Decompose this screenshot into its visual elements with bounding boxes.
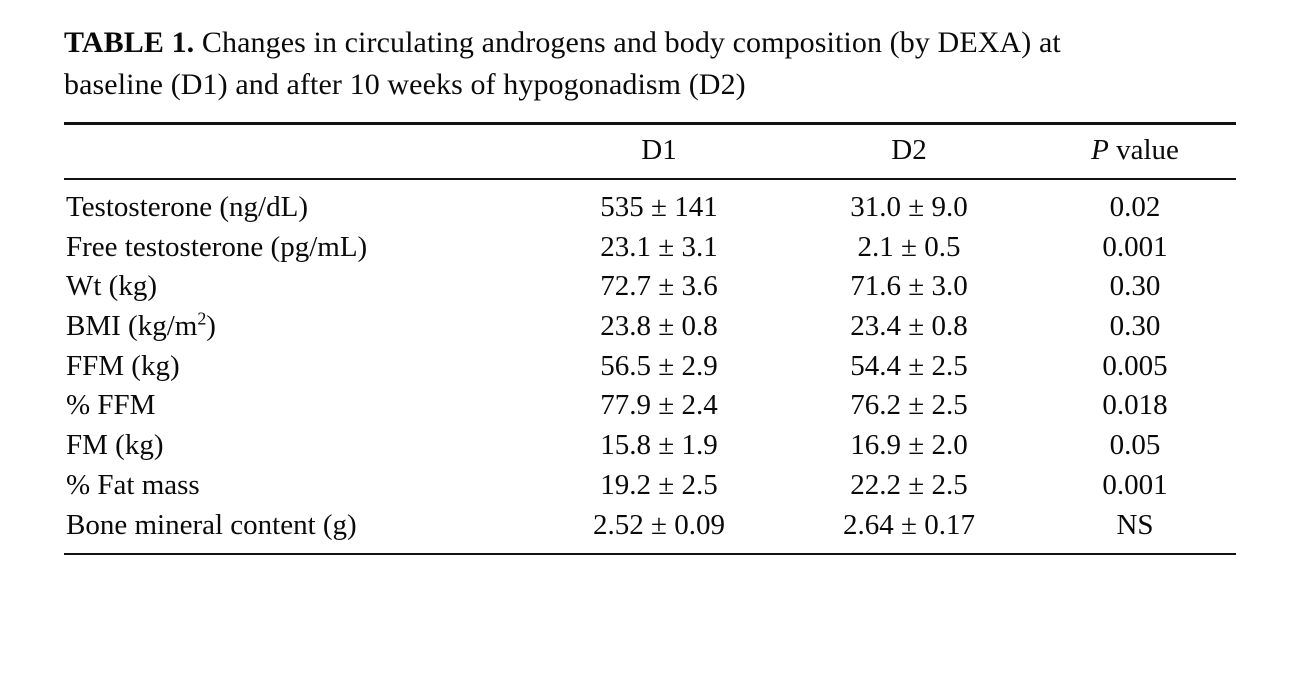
cell-pvalue: NS xyxy=(1116,508,1154,541)
row-label: Free testosterone (pg/mL) xyxy=(66,230,368,263)
table-number: TABLE 1. xyxy=(64,26,195,59)
row-label: Testosterone (ng/dL) xyxy=(66,191,308,223)
column-header-pvalue xyxy=(1034,125,1236,179)
table-row xyxy=(64,228,1236,268)
cell-d2: 2.1 ± 0.5 xyxy=(857,230,961,263)
table-caption-text: Changes in circulating androgens and body composition (by DEXA) at baseline (D1) and after 10 weeks of hypogonadism (D2) xyxy=(64,26,1061,101)
pvalue-label-rest: value xyxy=(1108,134,1179,166)
table-row xyxy=(64,466,1236,506)
cell-d2: 54.4 ± 2.5 xyxy=(850,349,968,382)
table-row xyxy=(64,188,1236,228)
body-rule-spacer xyxy=(64,545,1236,554)
row-label: FM (kg) xyxy=(66,429,164,462)
cell-d2: 22.2 ± 2.5 xyxy=(850,468,968,501)
cell-d2: 23.4 ± 0.8 xyxy=(850,310,968,343)
row-label: % Fat mass xyxy=(66,468,200,501)
cell-d2: 71.6 ± 3.0 xyxy=(850,270,968,303)
row-label: % FFM xyxy=(66,389,156,422)
table-caption xyxy=(64,22,1124,106)
row-label-main: BMI (kg/m xyxy=(66,310,198,343)
results-table xyxy=(64,122,1236,557)
row-label xyxy=(64,307,534,347)
table-header-row xyxy=(64,125,1236,179)
cell-d1: 2.52 ± 0.09 xyxy=(593,508,725,541)
table-head xyxy=(64,124,1236,189)
table-row xyxy=(64,386,1236,426)
cell-d1: 23.8 ± 0.8 xyxy=(600,310,718,343)
cell-pvalue: 0.05 xyxy=(1109,429,1161,462)
cell-d2: 31.0 ± 9.0 xyxy=(850,191,968,223)
rule-bottom xyxy=(64,554,1236,557)
row-label: FFM (kg) xyxy=(66,349,180,382)
cell-d1: 56.5 ± 2.9 xyxy=(600,349,718,382)
cell-d1: 535 ± 141 xyxy=(600,191,718,223)
table-row xyxy=(64,426,1236,466)
cell-d1: 72.7 ± 3.6 xyxy=(600,270,718,303)
row-label-tail: ) xyxy=(206,310,216,343)
row-label-superscript: 2 xyxy=(197,308,207,329)
cell-d1: 15.8 ± 1.9 xyxy=(600,429,718,462)
cell-d2: 76.2 ± 2.5 xyxy=(850,389,968,422)
pvalue-italic-p: P xyxy=(1091,134,1109,166)
column-header-d1: D1 xyxy=(641,134,677,166)
cell-pvalue: 0.02 xyxy=(1109,191,1161,223)
cell-pvalue: 0.001 xyxy=(1102,468,1168,501)
row-label: Wt (kg) xyxy=(66,270,157,303)
table-row xyxy=(64,307,1236,347)
row-label: Bone mineral content (g) xyxy=(66,508,357,541)
cell-d2: 16.9 ± 2.0 xyxy=(850,429,968,462)
table-row xyxy=(64,267,1236,307)
cell-d1: 23.1 ± 3.1 xyxy=(600,230,718,263)
cell-d1: 77.9 ± 2.4 xyxy=(600,389,718,422)
table-row xyxy=(64,506,1236,546)
table-body xyxy=(64,188,1236,557)
head-body-spacer xyxy=(64,180,1236,188)
table-row xyxy=(64,347,1236,387)
cell-pvalue: 0.30 xyxy=(1109,270,1161,303)
column-header-measure xyxy=(64,125,534,179)
cell-d1: 19.2 ± 2.5 xyxy=(600,468,718,501)
cell-d2: 2.64 ± 0.17 xyxy=(843,508,975,541)
cell-pvalue: 0.30 xyxy=(1109,310,1161,343)
cell-pvalue: 0.005 xyxy=(1102,349,1168,382)
column-header-d2: D2 xyxy=(891,134,927,166)
cell-pvalue: 0.018 xyxy=(1102,389,1168,422)
cell-pvalue: 0.001 xyxy=(1102,230,1168,263)
